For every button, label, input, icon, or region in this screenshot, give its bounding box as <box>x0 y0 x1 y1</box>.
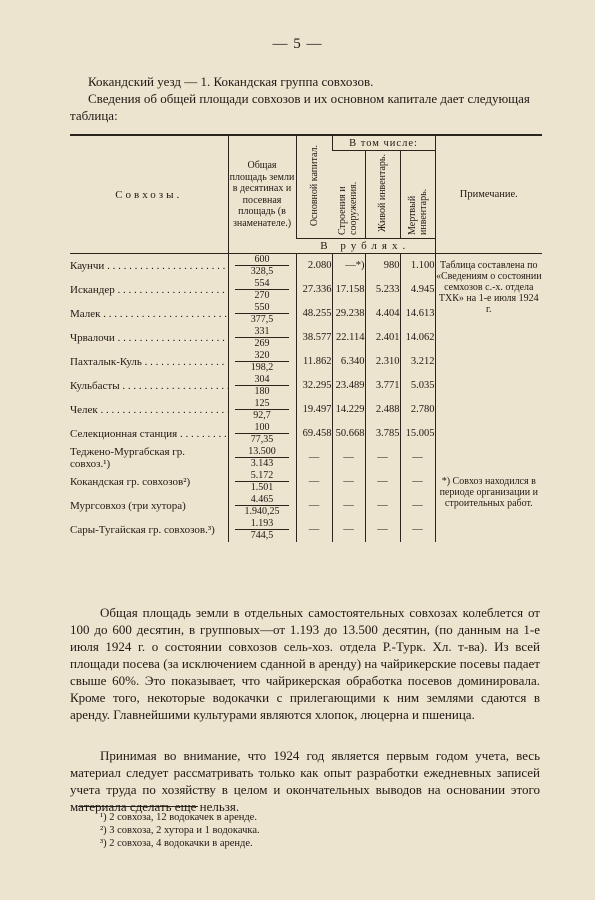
row-buildings: 6.340 <box>332 350 365 374</box>
area-total: 320 <box>254 349 270 361</box>
header-dead-inventory: Мертвый инвентарь. <box>400 151 435 239</box>
row-name: Чрвалочи . . . <box>70 326 228 350</box>
page-number: — 5 — <box>272 36 323 52</box>
table-body <box>70 254 542 542</box>
row-buildings: 17.158 <box>332 278 365 302</box>
row-name: Искандер . . . <box>70 278 228 302</box>
row-area <box>228 326 296 350</box>
area-total: 304 <box>254 373 270 385</box>
row-livestock: 5.233 <box>365 278 400 302</box>
row-name: Теджено-Мургабская гр. совхоз.¹) <box>70 445 186 470</box>
row-area <box>228 398 296 422</box>
row-area <box>228 446 296 470</box>
row-buildings: 22.114 <box>332 326 365 350</box>
header-buildings: Строения и сооружения. <box>337 181 360 235</box>
row-livestock: — <box>365 518 400 542</box>
row-name: Челек . . . <box>70 398 228 422</box>
paragraph-methodology: Принимая во внимание, что 1924 год является первым годом учета, весь материал следует рассматривать только как опыт разработки ежедневных записей учета труда по хозяйству в целом и окончательных выводов на основании этого материала сделать еще нельзя. <box>70 748 540 814</box>
row-buildings: 29.238 <box>332 302 365 326</box>
area-total: 1.193 <box>250 517 274 529</box>
row-dead: — <box>400 470 435 494</box>
row-dead: 2.780 <box>400 398 435 422</box>
area-total: 13.500 <box>248 445 276 457</box>
row-name: Пахталык-Куль . . . <box>70 350 228 374</box>
row-area <box>228 470 296 494</box>
row-capital: — <box>296 470 332 494</box>
row-area <box>228 422 296 446</box>
section-heading: Кокандский уезд — 1. Кокандская группа совхозов. <box>88 74 374 89</box>
row-livestock: 2.488 <box>365 398 400 422</box>
area-sown: 77,35 <box>235 433 289 445</box>
area-total: 125 <box>254 397 270 409</box>
row-dead: — <box>400 518 435 542</box>
header-livestock: Живой инвентарь. <box>365 151 400 239</box>
table-row <box>70 446 542 470</box>
area-total: 554 <box>254 277 270 289</box>
area-total: 600 <box>254 253 270 265</box>
area-sown: 180 <box>235 385 289 397</box>
table-row <box>70 254 542 278</box>
row-livestock: — <box>365 470 400 494</box>
row-dead: 1.100 <box>400 254 435 278</box>
row-area <box>228 302 296 326</box>
area-total: 5.172 <box>250 469 274 481</box>
row-buildings: 23.489 <box>332 374 365 398</box>
row-buildings: —*) <box>332 254 365 278</box>
area-total: 4.465 <box>250 493 274 505</box>
note-source: Таблица составлена по «Сведениям о состоянии семхозов с.-х. отдела ТХК» на 1-е июля 1924 г. <box>435 254 542 446</box>
row-dead: 3.212 <box>400 350 435 374</box>
row-capital: — <box>296 518 332 542</box>
row-buildings: — <box>332 470 365 494</box>
row-livestock: 4.404 <box>365 302 400 326</box>
header-including: В том числе: <box>332 135 435 151</box>
row-name: Кульбасты . . . <box>70 374 228 398</box>
paragraph-area-summary: Общая площадь земли в отдельных самостоятельных совхозах колеблется от 100 до 600 десятин, в групповых—от 1.193 до 13.500 десятин, (по данным на 1-е июля 1924 г. о состоянии совхозов сель-хоз. отдела Р.-Турк. Хл. т-ва). Из всей площади посева (за исключением сданной в аренду) на чайрикерские посевы падает свыше 60%. Это показывает, что чайрикерская обработка посевов доминировала. Кроме того, некоторые водокачки с прилегающими к ним землями сдаются в аренду. Главнейшими культурами являются хлопок, люцерна и пшеница. <box>70 605 540 722</box>
row-name: Селекционная станция . . . <box>70 422 228 446</box>
row-area <box>228 518 296 542</box>
row-livestock: 3.785 <box>365 422 400 446</box>
row-dead: 14.613 <box>400 302 435 326</box>
row-dead: 15.005 <box>400 422 435 446</box>
row-area <box>228 350 296 374</box>
row-livestock: 3.771 <box>365 374 400 398</box>
row-capital: 27.336 <box>296 278 332 302</box>
header-sovkhozy: Совхозы. <box>115 188 183 201</box>
footnote-2: ²) 3 совхоза, 2 хутора и 1 водокачка. <box>100 825 260 836</box>
area-sown: 744,5 <box>235 529 289 541</box>
row-buildings: — <box>332 518 365 542</box>
row-dead: 5.035 <box>400 374 435 398</box>
area-sown: 92,7 <box>235 409 289 421</box>
row-capital: 19.497 <box>296 398 332 422</box>
row-buildings: — <box>332 494 365 518</box>
area-total: 550 <box>254 301 270 313</box>
row-buildings: 14.229 <box>332 398 365 422</box>
area-sown: 3.143 <box>235 457 289 469</box>
header-rubles: В рублях. <box>296 239 435 254</box>
area-sown: 1.501 <box>235 481 289 493</box>
header-area: Общая площадь земли в десятинах и посевная площадь (в знаменателе.) <box>228 135 296 254</box>
footnote-1: ¹) 2 совхоза, 12 водокачек в аренде. <box>100 812 257 823</box>
row-area <box>228 278 296 302</box>
header-capital: Основной капитал. <box>296 135 332 239</box>
note-organization: *) Совхоз находился в периоде организации и строительных работ. <box>435 446 542 542</box>
row-capital: 2.080 <box>296 254 332 278</box>
row-capital: — <box>296 446 332 470</box>
footnotes <box>100 811 260 850</box>
sovkhoz-table <box>70 134 542 542</box>
area-sown: 1.940,25 <box>235 505 289 517</box>
row-dead: — <box>400 494 435 518</box>
row-livestock: — <box>365 494 400 518</box>
row-dead: 14.062 <box>400 326 435 350</box>
row-capital: 11.862 <box>296 350 332 374</box>
header-note: Примечание. <box>435 135 542 254</box>
area-sown: 328,5 <box>235 265 289 277</box>
row-livestock: 2.310 <box>365 350 400 374</box>
row-name: Каунчи . . . <box>70 254 228 278</box>
area-sown: 377,5 <box>235 313 289 325</box>
area-total: 331 <box>254 325 270 337</box>
row-dead: 4.945 <box>400 278 435 302</box>
row-capital: 69.458 <box>296 422 332 446</box>
row-capital: 38.577 <box>296 326 332 350</box>
area-sown: 198,2 <box>235 361 289 373</box>
footnote-3: ³) 2 совхоза, 4 водокачки в аренде. <box>100 838 253 849</box>
intro-paragraph: Сведения об общей площади совхозов и их основном капитале дает следующая таблица: <box>70 91 530 123</box>
row-buildings: — <box>332 446 365 470</box>
row-area <box>228 494 296 518</box>
area-sown: 269 <box>235 337 289 349</box>
row-name: Кокандская гр. совхозов²) <box>70 475 191 488</box>
row-name: Сары-Тугайская гр. совхозов.³) <box>70 523 215 536</box>
row-name: Мургсовхоз (три хутора) <box>70 499 186 512</box>
row-livestock: — <box>365 446 400 470</box>
row-capital: 32.295 <box>296 374 332 398</box>
row-area <box>228 254 296 278</box>
row-area <box>228 374 296 398</box>
row-dead: — <box>400 446 435 470</box>
row-capital: — <box>296 494 332 518</box>
row-buildings: 50.668 <box>332 422 365 446</box>
row-name: Малек . . . <box>70 302 228 326</box>
row-livestock: 2.401 <box>365 326 400 350</box>
row-livestock: 980 <box>365 254 400 278</box>
area-sown: 270 <box>235 289 289 301</box>
row-capital: 48.255 <box>296 302 332 326</box>
area-total: 100 <box>254 421 270 433</box>
